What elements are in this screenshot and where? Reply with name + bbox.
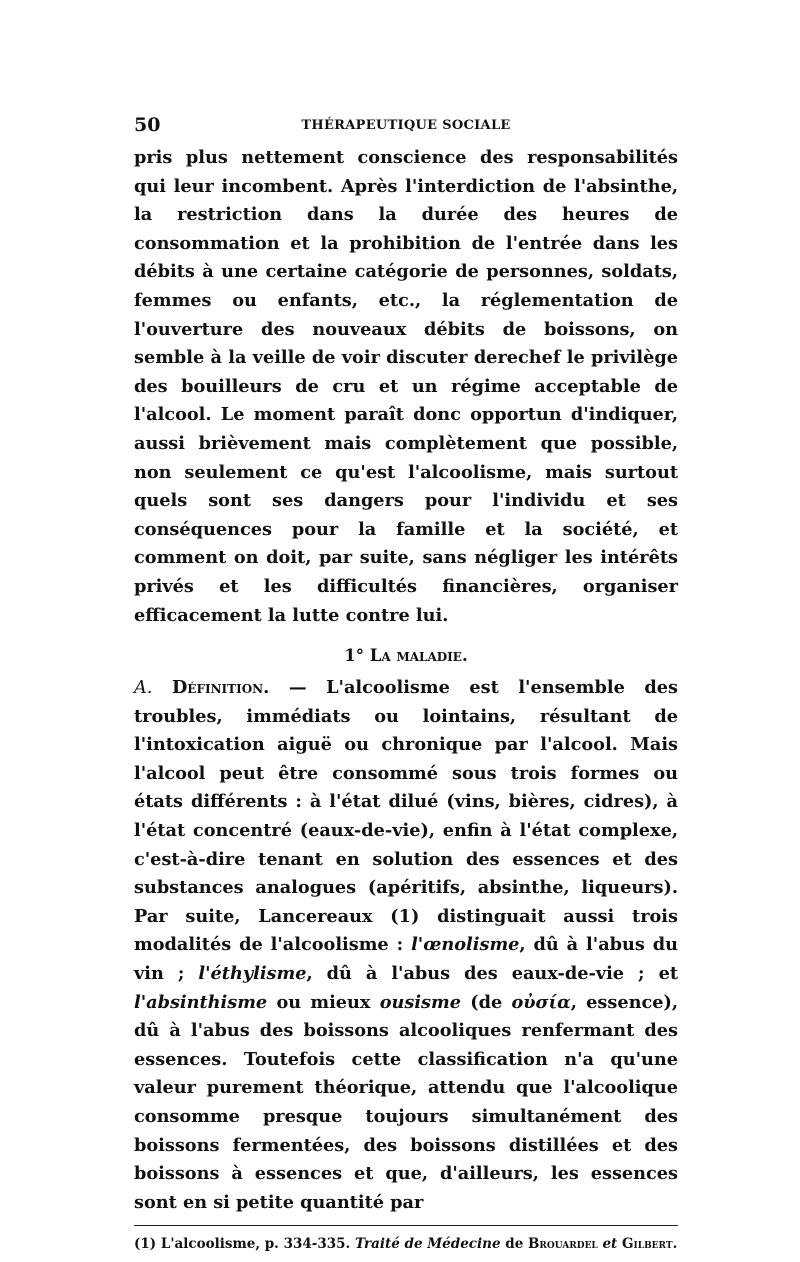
section-title: La maladie. bbox=[369, 646, 468, 666]
running-title: THÉRAPEUTIQUE SOCIALE bbox=[301, 118, 511, 133]
footnote-author-2: Gilbert bbox=[622, 1236, 673, 1253]
footnote-author-1: Brouardel bbox=[528, 1236, 598, 1253]
section-number: 1° bbox=[344, 646, 365, 666]
term-ousisme: ousisme bbox=[379, 991, 461, 1013]
footnote-conj: et bbox=[602, 1236, 618, 1253]
subsection-letter: A. bbox=[134, 678, 153, 699]
term-greek: οὐσία bbox=[511, 991, 571, 1013]
term-ethylisme: l'éthylisme bbox=[198, 963, 307, 985]
definition-text-3: , dû à l'abus des eaux-de-vie ; et bbox=[306, 963, 679, 985]
definition-text-4: ou mieux bbox=[267, 991, 380, 1013]
paragraph-intro: pris plus nettement conscience des responsabilités qui leur incombent. Après l'interdiction de l'absinthe, la restriction dans la durée des heures de consommation et la prohibition de l'entrée dans les débits à une certaine catégorie de personnes, soldats, femmes ou enfants, etc., la réglementation de l'ouverture des nouveaux débits de boissons, on semble à la veille de voir discuter derechef le privilège des bouilleurs de cru et un régime acceptable de l'alcool. Le moment paraît donc opportun d'indiquer, aussi brièvement mais complètement que possible, non seulement ce qu'est l'alcoolisme, mais surtout quels sont ses dangers pour l'individu et ses conséquences pour la famille et la société, et comment on doit, par suite, sans négliger les intérêts privés et les difficultés financières, organiser efficacement la lutte contre lui. bbox=[134, 147, 678, 626]
book-page bbox=[134, 114, 679, 1253]
definition-text-5: (de bbox=[460, 991, 512, 1013]
footnote-divider bbox=[134, 1225, 678, 1226]
subsection-label: Définition. bbox=[171, 677, 270, 699]
running-head bbox=[134, 114, 678, 140]
footnote-title: Traité de Médecine bbox=[354, 1236, 501, 1253]
footnote-text-2: de bbox=[500, 1236, 528, 1253]
term-oenolisme: l'œnolisme bbox=[411, 934, 520, 956]
definition-text-2: , dû à l'abus du vin ; bbox=[134, 934, 678, 985]
page-number: 50 bbox=[134, 114, 161, 136]
term-absinthisme: l'absinthisme bbox=[134, 991, 268, 1013]
footnote-text-5: . bbox=[672, 1236, 678, 1253]
paragraph-definition bbox=[134, 674, 678, 1217]
definition-text-6: , essence), dû à l'abus des boissons alcooliques renfermant des essences. Toutefois cette classification n'a qu'une valeur purement théorique, attendu que l'alcoolique consomme presque toujours simultanément des boissons fermentées, des boissons distillées et des boissons à essences et que, d'ailleurs, les essences sont en si petite quantité par bbox=[134, 991, 678, 1213]
footnote-text-1: L'alcoolisme, p. 334-335. bbox=[156, 1236, 355, 1253]
footnote bbox=[134, 1234, 678, 1254]
footnote-marker: (1) bbox=[134, 1236, 157, 1253]
definition-text-1: — L'alcoolisme est l'ensemble des troubles, immédiats ou lointains, résultant de l'intoxication aiguë ou chronique par l'alcool. Mais l'alcool peut être consommé sous trois formes ou états différents : à l'état dilué (vins, bières, cidres), à l'état concentré (eaux-de-vie), enfin à l'état complexe, c'est-à-dire tenant en solution des essences et des substances analogues (apéritifs, absinthe, liqueurs). Par suite, Lancereaux (1) distinguait aussi trois modalités de l'alcoolisme : bbox=[134, 677, 678, 956]
section-heading bbox=[134, 640, 678, 672]
